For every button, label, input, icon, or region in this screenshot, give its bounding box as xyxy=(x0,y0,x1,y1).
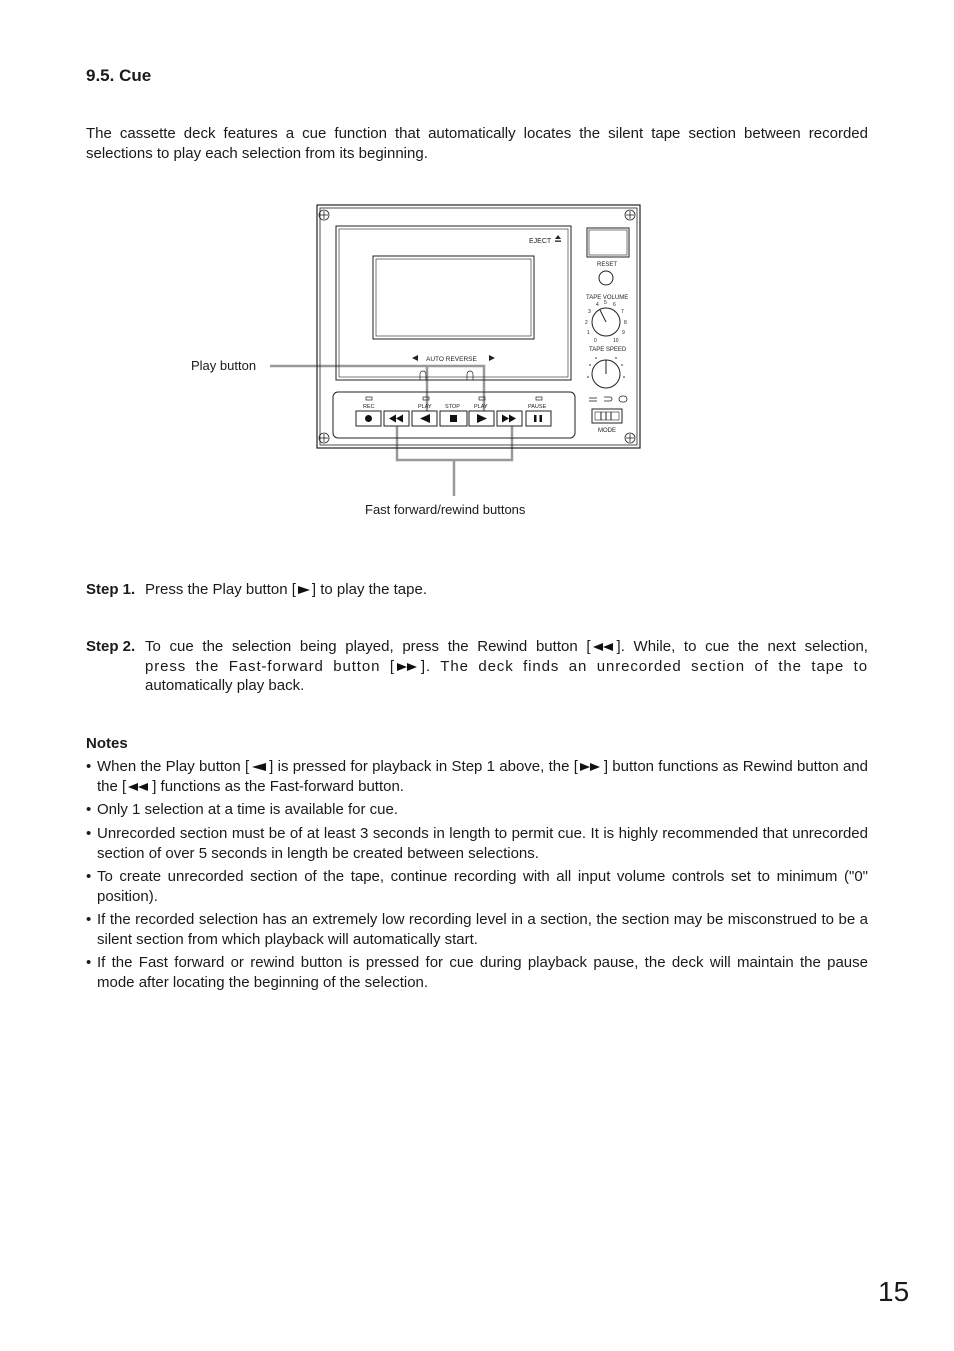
pause-button[interactable] xyxy=(526,411,551,426)
volume-knob[interactable] xyxy=(592,308,620,336)
led-indicators xyxy=(366,397,542,400)
volume-tick: 7 xyxy=(621,309,624,315)
eject-label: EJECT xyxy=(529,238,552,245)
bullet: • xyxy=(86,801,92,818)
callout-lines xyxy=(270,366,512,496)
bullet: • xyxy=(86,868,92,885)
volume-tick: 5 xyxy=(604,300,607,306)
volume-tick: 2 xyxy=(585,320,588,326)
bullet: • xyxy=(86,911,92,928)
fast-forward-icon xyxy=(395,662,421,672)
volume-tick: 6 xyxy=(613,302,616,308)
stop-icon xyxy=(450,415,457,422)
eject-icon xyxy=(555,235,561,242)
speed-knob[interactable] xyxy=(592,360,620,388)
reset-button[interactable] xyxy=(599,271,613,285)
notes-title: Notes xyxy=(86,735,128,752)
mode-label: MODE xyxy=(598,428,616,434)
volume-tick: 9 xyxy=(622,330,625,336)
note-item: • If the Fast forward or rewind button is pressed for cue during playback pause, the deck will maintain the pause mode after locating the beginning of the selection. xyxy=(86,954,868,991)
play-right-label: PLAY xyxy=(474,404,488,410)
bullet: • xyxy=(86,758,92,775)
intro-paragraph: The cassette deck features a cue function that automatically locates the silent tape section between recorded selections to play each selection from its beginning. xyxy=(86,125,868,162)
play-left-label: PLAY xyxy=(418,404,432,410)
fast-forward-icon xyxy=(578,762,604,772)
ff-rewind-callout: Fast forward/rewind buttons xyxy=(365,502,526,517)
step2-line2: press the Fast-forward button [ ]. The deck finds an unrecorded section of the tape to xyxy=(145,658,868,675)
auto-reverse-label: AUTO REVERSE xyxy=(426,356,477,363)
step2-line3: automatically play back. xyxy=(145,677,305,694)
forward-arrow-icon xyxy=(489,355,495,361)
record-icon xyxy=(365,415,372,422)
counter-window xyxy=(587,228,629,257)
mode-switch[interactable] xyxy=(592,409,622,423)
section-heading: 9.5. Cue xyxy=(86,66,152,85)
page-number: 15 xyxy=(878,1276,910,1307)
note-item: • When the Play button [ ] is pressed for playback in Step 1 above, the [ ] button functions as Rewind button and the [ ] functions as the Fast-forward button. xyxy=(86,758,868,795)
play-reverse-icon xyxy=(249,762,269,772)
volume-tick: 10 xyxy=(613,338,619,344)
volume-tick: 1 xyxy=(587,330,590,336)
step1-label: Step 1. xyxy=(86,581,136,598)
reverse-arrow-icon xyxy=(412,355,418,361)
note-item: • Unrecorded section must be of at least 3 seconds in length to permit cue. It is highly recommended that unrecorded section of over 5 seconds in length be created between selections. xyxy=(86,825,868,862)
rec-label: REC xyxy=(363,404,375,410)
tape-speed-label: TAPE SPEED xyxy=(589,347,627,353)
volume-tick: 0 xyxy=(594,338,597,344)
play-button-callout: Play button xyxy=(191,358,257,373)
pause-label: PAUSE xyxy=(528,404,547,410)
note-item: • To create unrecorded section of the tape, continue recording with all input volume controls set to minimum ("0" position). xyxy=(86,868,868,905)
bullet: • xyxy=(86,954,92,971)
play-icon xyxy=(296,585,312,595)
rewind-icon xyxy=(126,782,152,792)
mode-symbols-icon xyxy=(589,396,627,402)
rewind-icon xyxy=(591,642,617,652)
volume-tick: 8 xyxy=(624,320,627,326)
stop-label: STOP xyxy=(445,404,460,410)
step2-label: Step 2. xyxy=(86,638,136,655)
volume-tick: 4 xyxy=(596,302,599,308)
step1-text: Press the Play button [ ] to play the tape. xyxy=(145,581,427,598)
bullet: • xyxy=(86,825,92,842)
tape-volume-label: TAPE VOLUME xyxy=(586,295,629,301)
note-item: • Only 1 selection at a time is available for cue. xyxy=(86,801,398,818)
cassette-deck-figure xyxy=(0,0,954,540)
step2-line1: To cue the selection being played, press the Rewind button [ ]. While, to cue the next selection, xyxy=(145,638,868,655)
note-item: • If the recorded selection has an extremely low recording level in a section, the section may be misconstrued to be a silent section from which playback will automatically start. xyxy=(86,911,868,948)
volume-tick: 3 xyxy=(588,309,591,315)
reset-label: RESET xyxy=(597,262,618,268)
